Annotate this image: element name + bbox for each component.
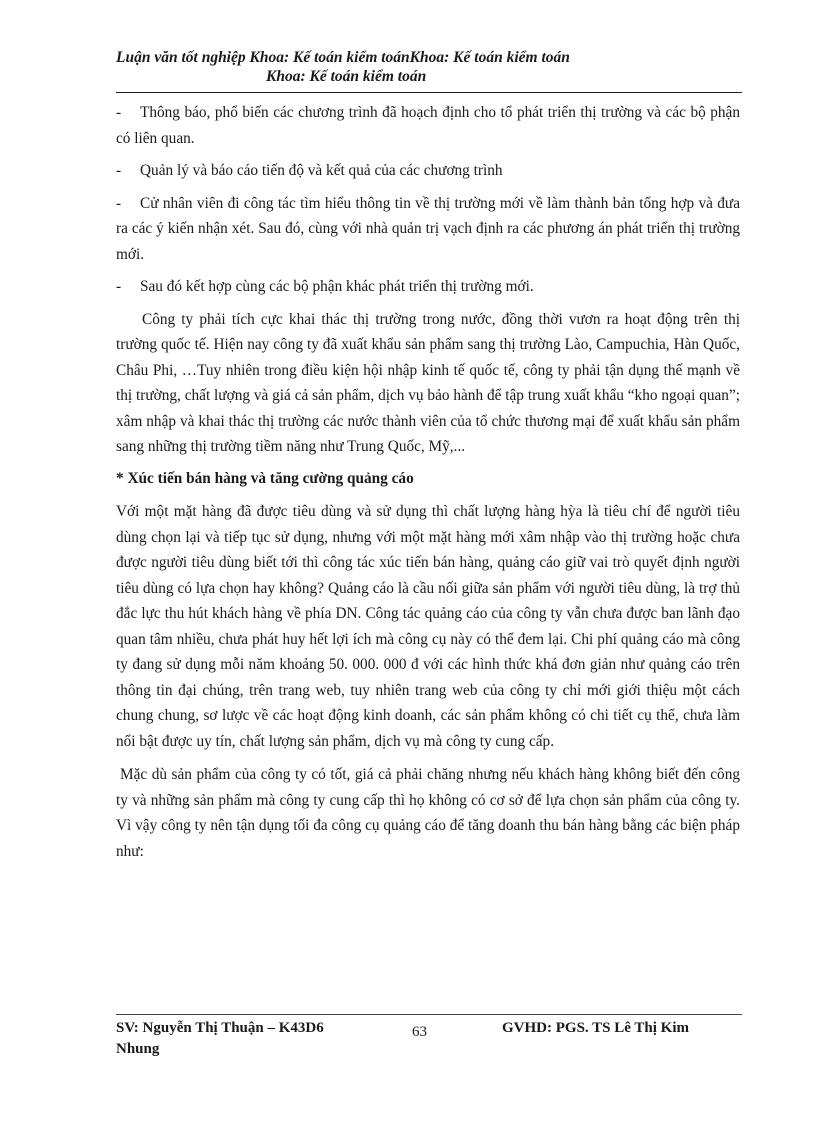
bullet-dash: - [116,162,122,179]
student-name-cont: Nhung [116,1041,160,1057]
bullet-dash: - [116,104,122,121]
footer-divider [116,1014,742,1015]
student-name: SV: Nguyễn Thị Thuận – K43D6 [116,1020,324,1036]
paragraph-advertising: Với một mặt hàng đã được tiêu dùng và sử dụng thì chất lượng hàng hỳa là tiêu chí để người tiêu dùng chọn lại và tiếp tục sử dụng, nhưng với một mặt hàng mới xâm nhập vào thị trường hoặc chưa được người tiêu dùng biết tới thì công tác xúc tiến bán hàng, quảng cáo giữ vai trò quyết định người tiêu dùng có lựa chọn hay không? Quảng cáo là cầu nối giữa sản phẩm với người tiêu dùng, là trợ thủ đắc lực thu hút khách hàng về phía DN. Công tác quảng cáo của công ty vẫn chưa được ban lãnh đạo quan tâm nhiều, chưa phát huy hết lợi ích mà công cụ này có thể đem lại. Chi phí quảng cáo mà công ty đang sử dụng mỗi năm khoảng 50. 000. 000 đ với các hình thức khá đơn giản như quảng cáo trên thông tin đại chúng, trên trang web, tuy nhiên trang web của công ty chỉ mới giới thiệu một cách chung chung, sơ lược về các hoạt động kinh doanh, các sản phẩm không có chi tiết cụ thể, chưa làm nổi bật được uy tín, chất lượng sản phẩm, dịch vụ mà công ty cung cấp. [116,503,740,750]
header-line-2: Khoa: Kế toán kiểm toán [266,68,427,85]
bullet-text: Thông báo, phổ biến các chương trình đã hoạch định cho tổ phát triển thị trường và các bộ phận có liên quan. [116,104,740,147]
bullet-text: Cử nhân viên đi công tác tìm hiểu thông tin về thị trường mới về làm thành bản tổng hợp và đưa ra các ý kiến nhận xét. Sau đó, cùng với nhà quản trị vạch định ra các phương án phát triển thị trường mới. [116,194,740,263]
header-divider [116,92,742,93]
paragraph-market: Công ty phải tích cực khai thác thị trường trong nước, đồng thời vươn ra hoạt động trên thị trường quốc tế. Hiện nay công ty đã xuất khẩu sản phẩm sang thị trường Lào, Campuchia, Hàn Quốc, Châu Phi, …Tuy nhiên trong điều kiện hội nhập kinh tế quốc tế, công ty phải tận dụng thế mạnh về thị trường, chất lượng và giá cả sản phẩm, dịch vụ bảo hành để tập trung xuất khẩu “kho ngoại quan”; xâm nhập và khai thác thị trường các nước thành viên của tổ chức thương mại để xuất khẩu sản phẩm sang những thị trường tiềm năng như Trung Quốc, Mỹ,... [116,310,740,455]
page-header [116,48,740,86]
paragraph-conclusion: Mặc dù sản phẩm của công ty có tốt, giá cả phải chăng nhưng nếu khách hàng không biết đến công ty và những sản phẩm mà công ty cung cấp thì họ không có cơ sở để lựa chọn sản phẩm của công ty. Vì vậy công ty nên tận dụng tối đa công cụ quảng cáo để tăng doanh thu bán hàng bằng các biện pháp như: [116,766,740,860]
bullet-item-2 [116,158,740,184]
document-body [116,100,740,864]
bullet-dash: - [116,194,122,212]
footer-student [116,1018,396,1060]
footer-advisor: GVHD: PGS. TS Lê Thị Kim [502,1020,689,1036]
section-heading: * Xúc tiến bán hàng và tăng cường quảng cáo [116,469,414,487]
bullet-text: Quản lý và báo cáo tiến độ và kết quả của các chương trình [140,162,503,179]
page-number: 63 [412,1024,427,1040]
header-line-1: Luận văn tốt nghiệp Khoa: Kế toán kiểm toánKhoa: Kế toán kiểm toán [116,49,570,66]
bullet-item-4 [116,274,740,300]
bullet-item-1 [116,100,740,151]
bullet-text: Sau đó kết hợp cùng các bộ phận khác phát triển thị trường mới. [140,278,534,295]
bullet-item-3 [116,191,740,268]
bullet-dash: - [116,278,122,295]
